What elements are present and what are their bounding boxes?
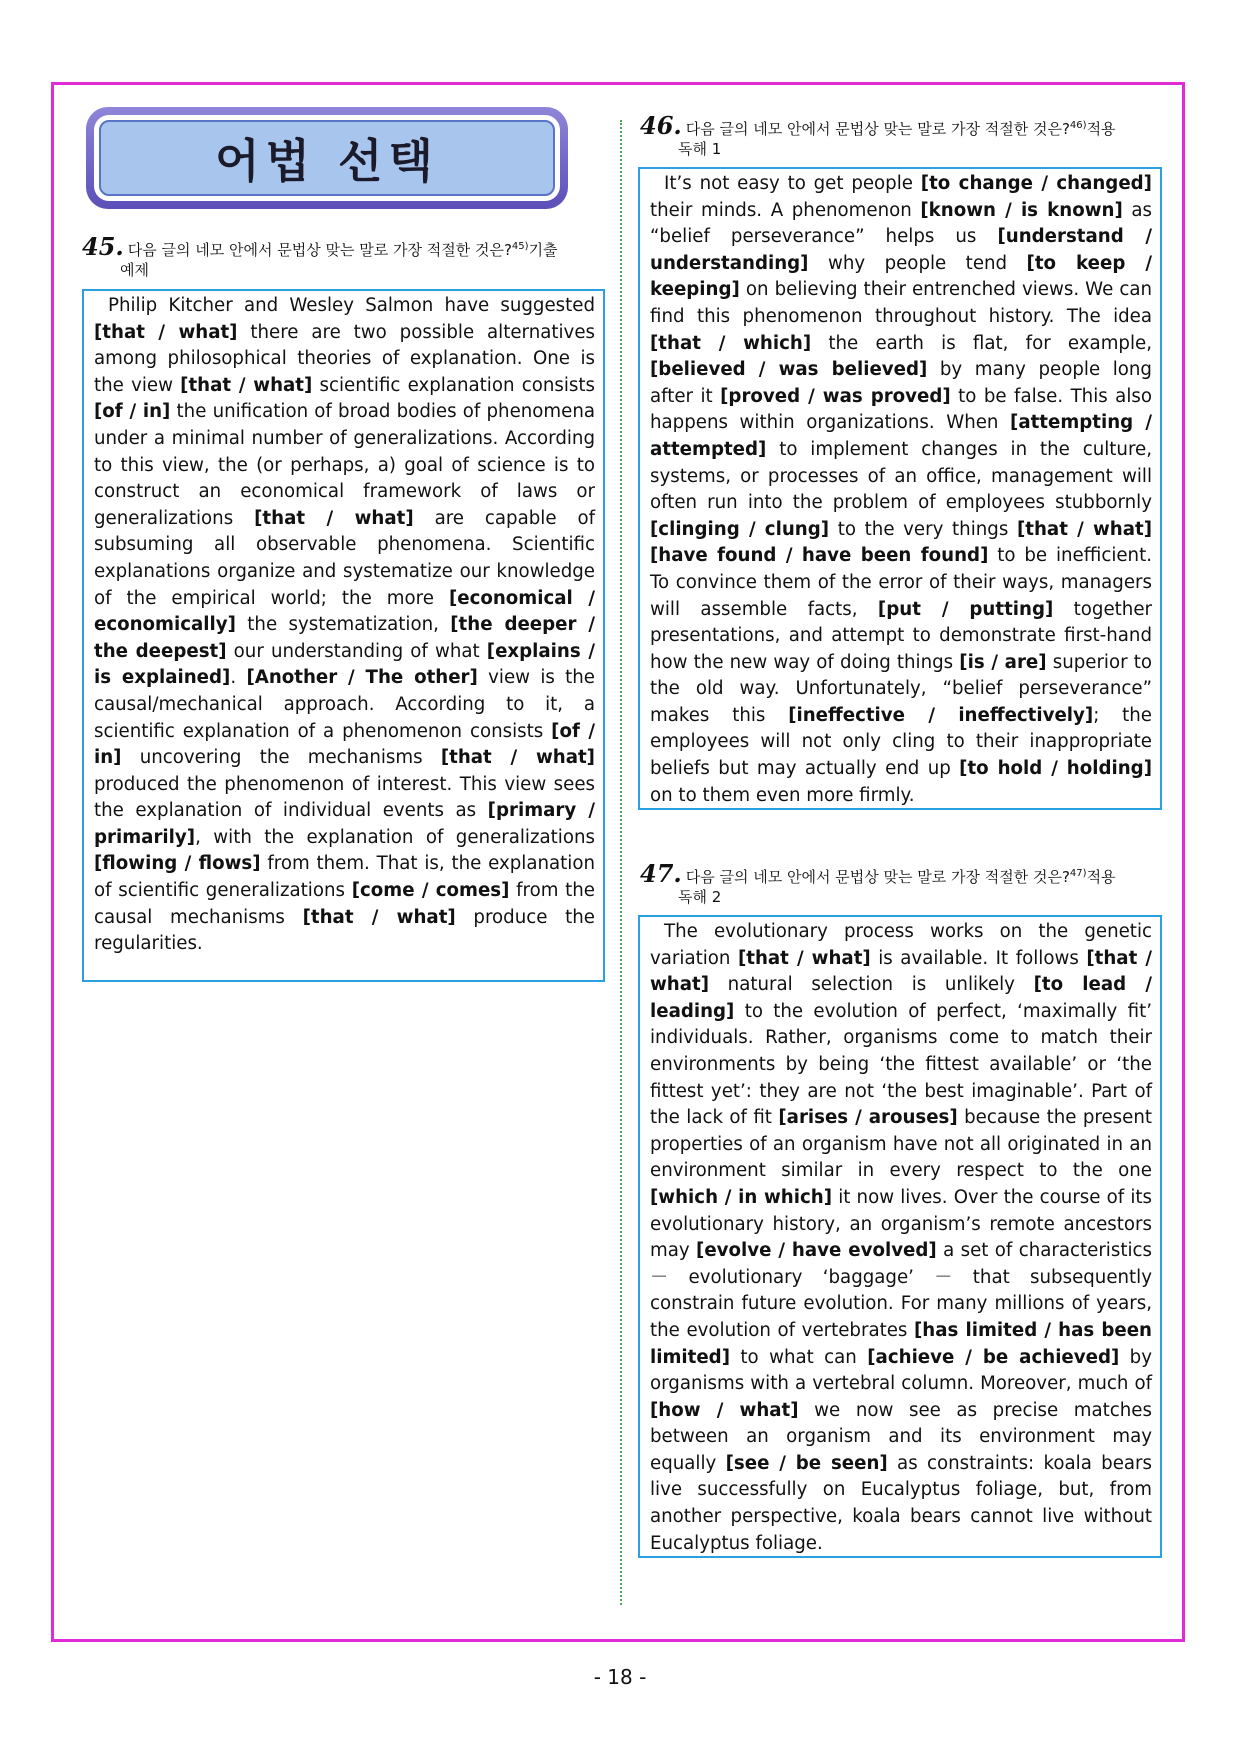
answer-choice: [of / in] bbox=[94, 720, 595, 769]
passage-text: the earth is flat, for example, bbox=[811, 332, 1152, 354]
question-number: 46. bbox=[640, 111, 682, 140]
passage-text: superior to the old way. Unfortunately, “belief perseverance” makes this bbox=[650, 651, 1152, 726]
answer-choice: [understand / understanding] bbox=[650, 226, 1152, 274]
passage-text: is available. It follows bbox=[870, 947, 1087, 969]
answer-choice: [flowing / flows] bbox=[94, 853, 261, 875]
question-prompt: 다음 글의 네모 안에서 문법상 맞는 말로 가장 적절한 것은? bbox=[685, 868, 1070, 886]
answer-choice: [explains / is explained] bbox=[94, 640, 596, 689]
passage-text: to be inefficient. To convince them of the error of their ways, managers will assemble facts, bbox=[650, 545, 1152, 620]
answer-choice: [put / putting] bbox=[877, 598, 1054, 620]
question-46-header bbox=[640, 111, 1165, 159]
answer-choice: [that / what] bbox=[94, 321, 238, 343]
footnote-marker: 46) bbox=[1069, 120, 1087, 131]
answer-choice: [ineffective / ineffectively] bbox=[788, 704, 1094, 726]
passage-text: to the evolution of perfect, ‘maximally fit’ individuals. Rather, organisms come to match their environments by being ‘the fittest available’ or ‘the fittest yet’: they are not ‘the best imaginable’. Part of the lack of fit bbox=[650, 1000, 1152, 1129]
passage-text: the unification of broad bodies of phenomena under a minimal number of generalizations. According to this view, the (or perhaps, a) goal of science is to construct an economical framework of laws or generalizations bbox=[94, 401, 595, 529]
passage-text: produce the regularities. bbox=[94, 906, 595, 955]
passage-text: together presentations, and attempt to demonstrate first-hand how the new way of doing things bbox=[650, 598, 1152, 673]
answer-choice: [that / what] bbox=[254, 507, 414, 529]
answer-choice: [primary / primarily] bbox=[94, 800, 595, 848]
page-number: - 18 - bbox=[593, 1665, 647, 1689]
question-prompt: 다음 글의 네모 안에서 문법상 맞는 말로 가장 적절한 것은? bbox=[685, 120, 1070, 138]
question-47-passage bbox=[638, 915, 1162, 1558]
passage-text: why people tend bbox=[808, 252, 1027, 274]
passage-text: it now lives. Over the course of its evolutionary history, an organism’s remote ancestors may bbox=[650, 1186, 1152, 1262]
answer-choice: [that / what] bbox=[180, 374, 313, 396]
source-label: 적용 bbox=[1086, 868, 1116, 886]
passage-text: scientific explanation consists bbox=[312, 374, 595, 396]
question-45-passage bbox=[82, 289, 605, 982]
source-label-2: 예제 bbox=[120, 261, 149, 279]
passage-text: from the causal mechanisms bbox=[94, 880, 595, 928]
answer-choice: [economical / economically] bbox=[94, 587, 595, 636]
question-45-header bbox=[82, 232, 607, 280]
source-label-2: 독해 1 bbox=[678, 140, 722, 158]
answer-choice: [is / are] bbox=[959, 651, 1047, 673]
passage-text: to be false. This also happens within organizations. When bbox=[650, 385, 1152, 434]
passage-text: to what can bbox=[730, 1346, 868, 1368]
answer-choice: [proved / was proved] bbox=[720, 385, 951, 407]
passage-text: . bbox=[230, 667, 247, 689]
passage-text: a set of characteristics － evolutionary ‘baggage’ － that subsequently constrain future evolution. For many millions of years, the evolution of vertebrates bbox=[650, 1240, 1152, 1341]
passage-text: as constraints: koala bears live successfully on Eucalyptus foliage, but, from another perspective, koala bears cannot live without Eucalyptus foliage. bbox=[650, 1452, 1152, 1554]
passage-text: on to them even more firmly. bbox=[650, 784, 915, 806]
answer-choice: [Another / The other] bbox=[246, 667, 478, 689]
answer-choice: [believed / was believed] bbox=[650, 359, 928, 381]
answer-choice: [to lead / leading] bbox=[650, 974, 1152, 1022]
answer-choice: [that / what] bbox=[440, 747, 595, 769]
passage-text: are capable of subsuming all observable phenomena. Scientific explanations organize and systematize our knowledge of the empirical world; the more bbox=[94, 507, 595, 609]
passage-text: , with the explanation of generalizations bbox=[195, 826, 595, 848]
answer-choice: [known / is known] bbox=[920, 199, 1123, 221]
answer-choice: [clinging / clung] bbox=[650, 518, 830, 540]
passage-text: by many people long after it bbox=[650, 359, 1152, 407]
passage-text: to the very things bbox=[829, 518, 1017, 540]
question-46-passage bbox=[638, 167, 1162, 810]
passage-text: produced the phenomenon of interest. This view sees the explanation of individual events as bbox=[94, 773, 595, 822]
answer-choice: [that / what] bbox=[302, 906, 456, 928]
passage-text: It’s not easy to get people bbox=[664, 173, 921, 194]
passage-text: as “belief perseverance” helps us bbox=[650, 199, 1152, 248]
passage-text: ; the employees will not only cling to their inappropriate beliefs but may actually end up bbox=[650, 704, 1152, 780]
answer-choice: [achieve / be achieved] bbox=[867, 1346, 1120, 1368]
answer-choice: [which / in which] bbox=[650, 1186, 833, 1208]
passage-text: uncovering the mechanisms bbox=[121, 747, 441, 769]
passage-text: we now see as precise matches between an organism and its environment may equally bbox=[650, 1399, 1152, 1474]
passage-text: from them. That is, the explanation of scientific generalizations bbox=[94, 853, 595, 902]
answer-choice: [have found / have been found] bbox=[650, 545, 989, 567]
question-prompt: 다음 글의 네모 안에서 문법상 맞는 말로 가장 적절한 것은? bbox=[127, 241, 512, 259]
question-number: 45. bbox=[82, 232, 124, 261]
section-title-banner bbox=[86, 107, 568, 209]
answer-choice: [how / what] bbox=[650, 1399, 799, 1421]
question-47-header bbox=[640, 859, 1165, 907]
passage-text: to implement changes in the culture, systems, or processes of an office, management will often run into the problem of employees stubbornly bbox=[650, 438, 1152, 514]
answer-choice: [arises / arouses] bbox=[778, 1107, 958, 1129]
answer-choice: [of / in] bbox=[94, 401, 171, 423]
passage-text: our understanding of what bbox=[226, 640, 487, 662]
passage-text: the systematization, bbox=[235, 614, 451, 636]
passage-text: because the present properties of an organism have not all originated in an environment similar in every respect to the one bbox=[650, 1107, 1152, 1182]
source-label: 적용 bbox=[1086, 120, 1116, 138]
passage-text: by organisms with a vertebral column. Moreover, much of bbox=[650, 1346, 1152, 1395]
answer-choice: [to hold / holding] bbox=[959, 758, 1153, 780]
answer-choice: [attempting / attempted] bbox=[650, 412, 1152, 460]
answer-choice: [to change / changed] bbox=[920, 173, 1152, 194]
answer-choice: [that / what] bbox=[1016, 518, 1153, 540]
answer-choice: [that / which] bbox=[650, 332, 812, 354]
section-title: 어법 선택 bbox=[99, 120, 555, 196]
passage-text: there are two possible alternatives among philosophical theories of explanation. One is the view bbox=[94, 321, 595, 396]
passage-text: their minds. A phenomenon bbox=[650, 199, 921, 221]
column-divider bbox=[620, 120, 622, 1605]
answer-choice: [evolve / have evolved] bbox=[696, 1240, 937, 1262]
question-number: 47. bbox=[640, 859, 682, 888]
answer-choice: [that / what] bbox=[650, 947, 1152, 996]
passage-text: view is the causal/mechanical approach. According to it, a scientific explanation of a phenomenon consists bbox=[94, 667, 595, 742]
answer-choice: [see / be seen] bbox=[725, 1452, 888, 1474]
source-label-2: 독해 2 bbox=[678, 888, 722, 906]
answer-choice: [come / comes] bbox=[351, 880, 510, 902]
answer-choice: [the deeper / the deepest] bbox=[94, 614, 596, 662]
passage-text: The evolutionary process works on the genetic variation bbox=[650, 921, 1152, 969]
passage-text: on believing their entrenched views. We can find this phenomenon throughout history. The idea bbox=[650, 279, 1152, 327]
answer-choice: [has limited / has been limited] bbox=[650, 1319, 1152, 1368]
footnote-marker: 47) bbox=[1069, 868, 1087, 879]
source-label: 기출 bbox=[528, 241, 558, 259]
passage-text: Philip Kitcher and Wesley Salmon have suggested bbox=[108, 295, 595, 316]
answer-choice: [to keep / keeping] bbox=[650, 252, 1152, 301]
passage-text: natural selection is unlikely bbox=[709, 974, 1034, 996]
footnote-marker: 45) bbox=[511, 241, 529, 252]
answer-choice: [that / what] bbox=[737, 947, 871, 969]
